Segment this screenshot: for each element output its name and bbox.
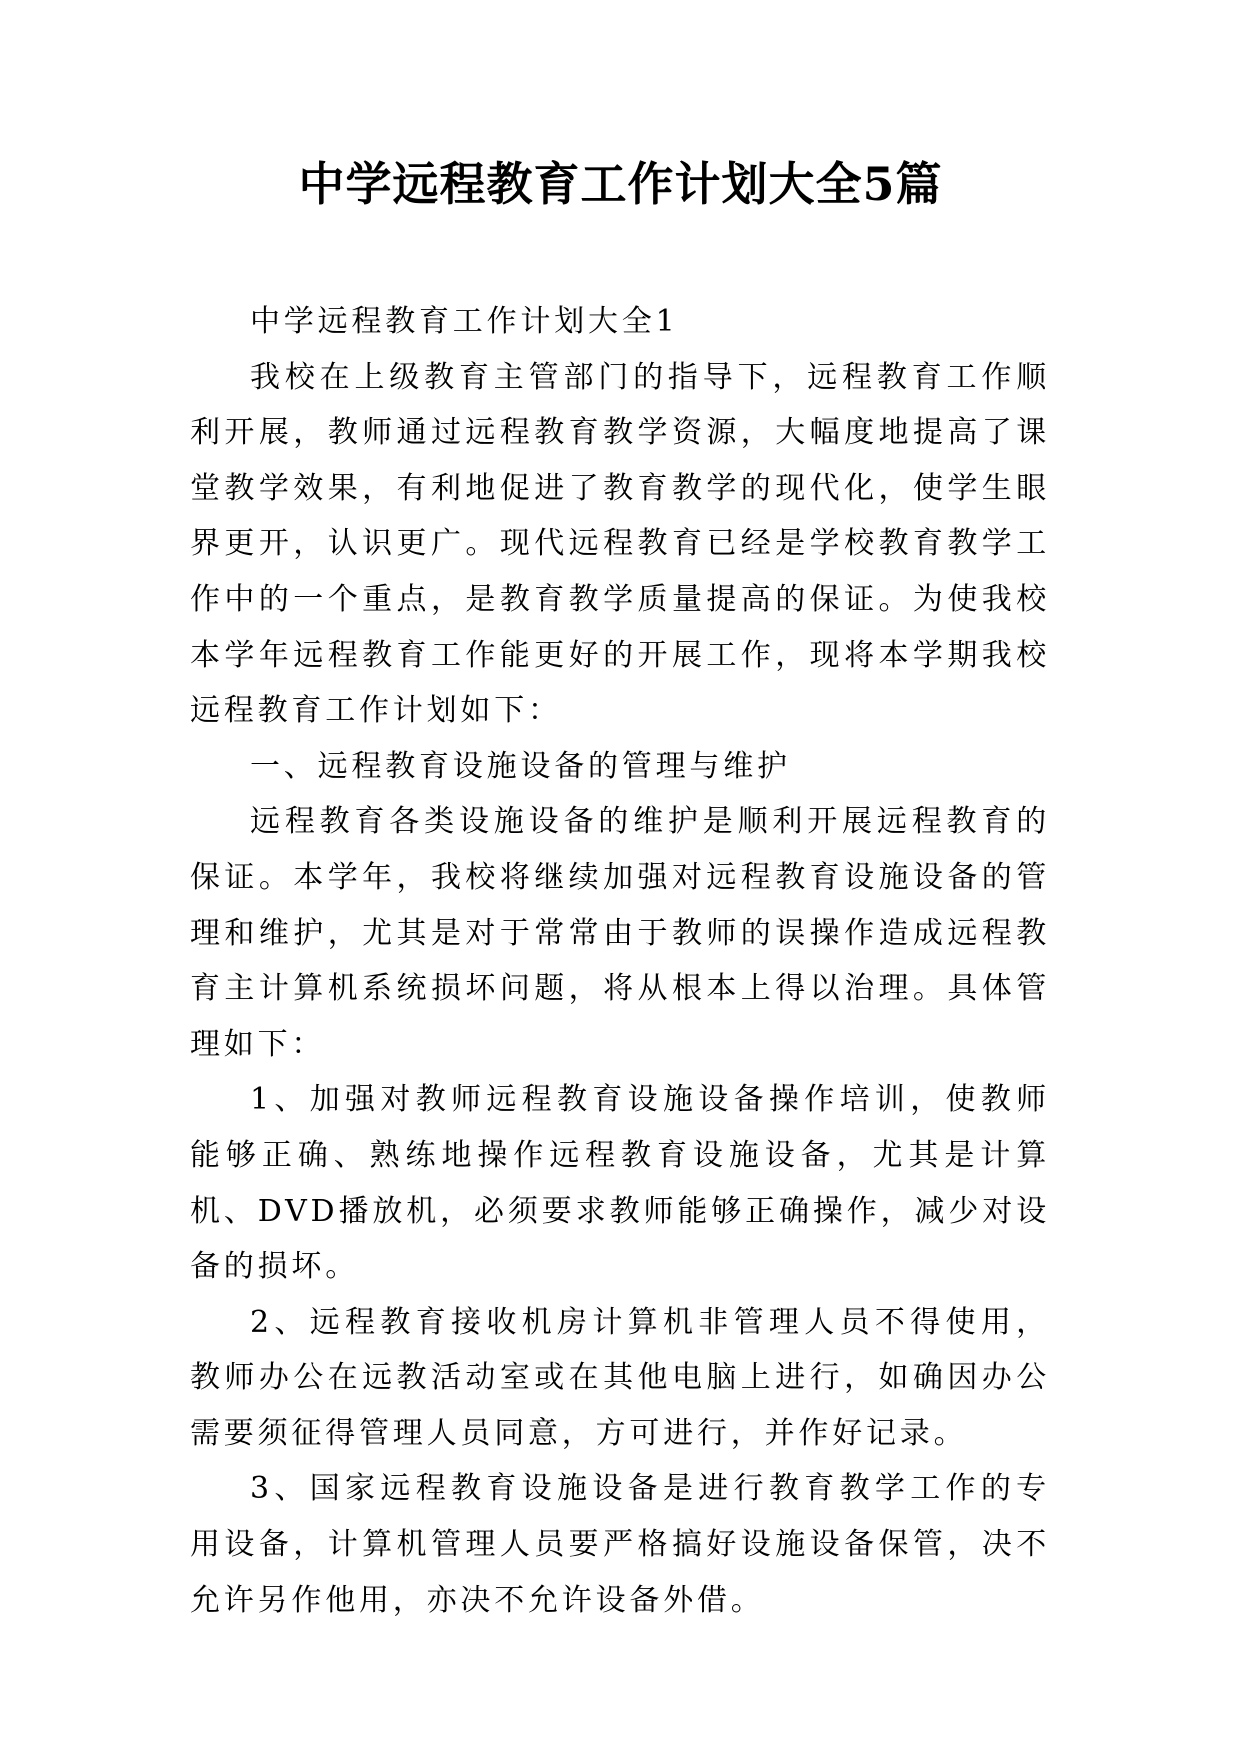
- intro-paragraph: 我校在上级教育主管部门的指导下，远程教育工作顺利开展，教师通过远程教育教学资源，大幅度地提高了课堂教学效果，有利地促进了教育教学的现代化，使学生眼界更开，认识更广。现代远程教育已经是学校教育教学工作中的一个重点，是教育教学质量提高的保证。为使我校本学年远程教育工作能更好的开展工作，现将本学期我校远程教育工作计划如下：: [190, 359, 1050, 729]
- document-title: 中学远程教育工作计划大全5篇: [298, 157, 943, 211]
- list-item: 3、国家远程教育设施设备是进行教育教学工作的专用设备，计算机管理人员要严格搞好设施设备保管，决不允许另作他用，亦决不允许设备外借。: [190, 1471, 1050, 1618]
- list-item: 2、远程教育接收机房计算机非管理人员不得使用，教师办公在远教活动室或在其他电脑上进行，如确因办公需要须征得管理人员同意，方可进行，并作好记录。: [190, 1304, 1050, 1451]
- list-item: 1、加强对教师远程教育设施设备操作培训，使教师能够正确、熟练地操作远程教育设施设备，尤其是计算机、DVD播放机，必须要求教师能够正确操作，减少对设备的损坏。: [190, 1082, 1050, 1285]
- document-body: [190, 294, 1050, 1628]
- body-paragraph: 远程教育各类设施设备的维护是顺利开展远程教育的保证。本学年，我校将继续加强对远程教育设施设备的管理和维护，尤其是对于常常由于教师的误操作造成远程教育主计算机系统损坏问题，将从根本上得以治理。具体管理如下：: [190, 804, 1050, 1062]
- section-subheading: 一、远程教育设施设备的管理与维护: [250, 748, 791, 784]
- section-heading: 中学远程教育工作计划大全1: [250, 304, 679, 339]
